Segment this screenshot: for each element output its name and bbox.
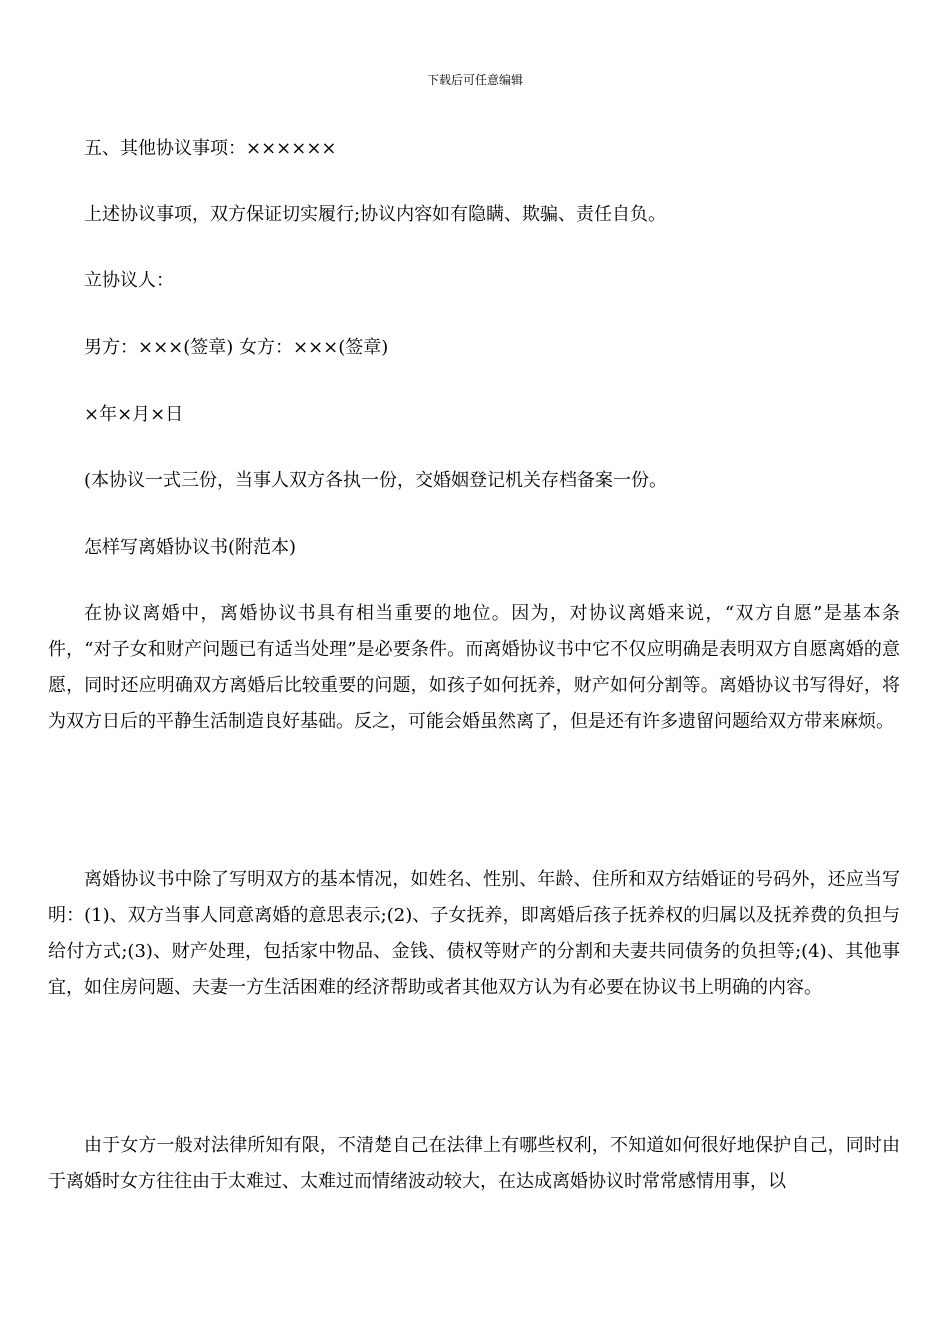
paragraph-women: 由于女方一般对法律所知有限，不清楚自己在法律上有哪些权利，不知道如何很好地保护自己，同时由于离婚时女方往往由于太难过、太难过而情绪波动较大，在达成离婚协议时常常感情用事，以 xyxy=(48,1135,900,1192)
clause-performance-guarantee: 上述协议事项，双方保证切实履行;协议内容如有隐瞒、欺骗、责任自负。 xyxy=(84,204,667,225)
signature-line: 男方：×××(签章) 女方：×××(签章) xyxy=(84,337,389,358)
signatories-label: 立协议人： xyxy=(84,270,174,291)
paragraph-importance: 在协议离婚中，离婚协议书具有相当重要的地位。因为，对协议离婚来说，“双方自愿”是基本条件，“对子女和财产问题已有适当处理”是必要条件。而离婚协议书中它不仅应明确是表明双方自愿离婚的意愿，同时还应明确双方离婚后比较重要的问题，如孩子如何抚养，财产如何分割等。离婚协议书写得好，将为双方日后的平静生活制造良好基础。反之，可能会婚虽然离了，但是还有许多遗留问题给双方带来麻烦。 xyxy=(48,603,900,732)
page-header: 下载后可任意编辑 xyxy=(426,73,523,87)
clause-other-matters: 五、其他协议事项：×××××× xyxy=(84,138,337,159)
section-title: 怎样写离婚协议书(附范本) xyxy=(84,537,297,558)
copies-note: (本协议一式三份，当事人双方各执一份，交婚姻登记机关存档备案一份。 xyxy=(84,470,668,491)
date-line: ×年×月×日 xyxy=(84,404,184,425)
paragraph-contents: 离婚协议书中除了写明双方的基本情况，如姓名、性别、年龄、住所和双方结婚证的号码外，还应当写明：(1)、双方当事人同意离婚的意思表示;(2)、子女抚养，即离婚后孩子抚养权的归属以及抚养费的负担与给付方式;(3)、财产处理，包括家中物品、金钱、债权等财产的分割和夫妻共同债务的负担等;(4)、其他事宜，如住房问题、夫妻一方生活困难的经济帮助或者其他双方认为有必要在协议书上明确的内容。 xyxy=(48,869,900,998)
